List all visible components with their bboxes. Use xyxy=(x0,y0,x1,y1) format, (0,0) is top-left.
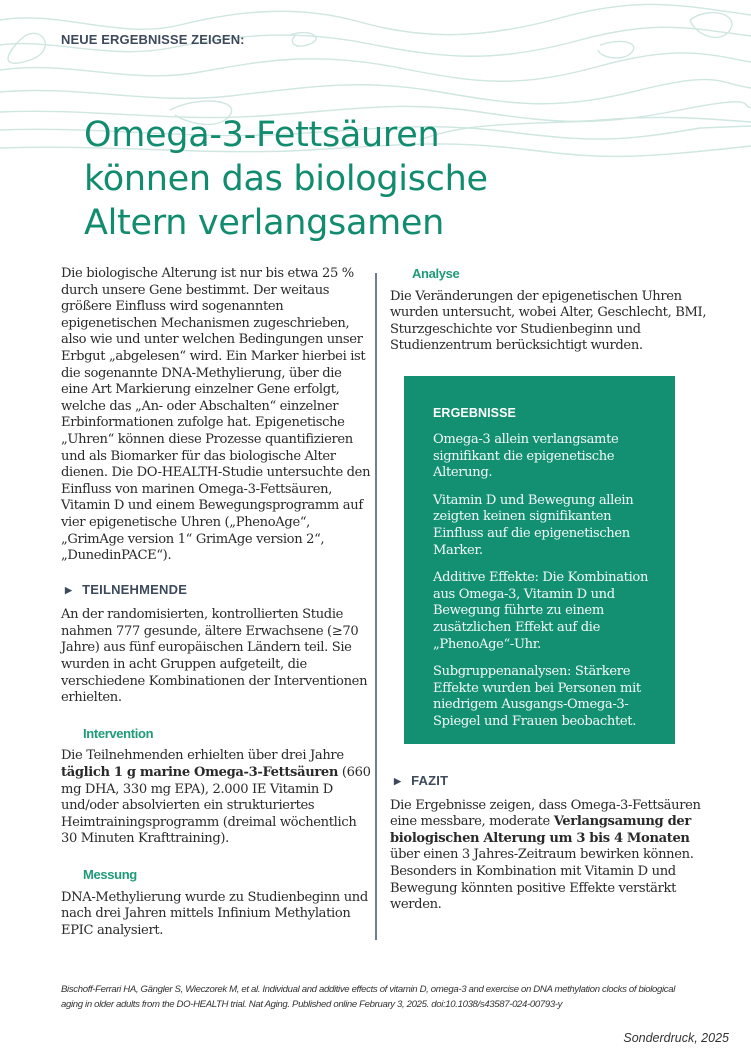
citation: Bischoff-Ferrari HA, Gängler S, Wieczorek M, et al. Individual and additive effects of vitamin D, omega-3 and exercise on DNA methylation clocks of biological aging in older adults from the DO-HEALTH trial. Nat Aging. Published online February 3, 2025. doi:10.1038/s43587-024-00793-y xyxy=(61,984,675,1010)
page-title xyxy=(84,113,488,245)
fazit-section xyxy=(390,773,720,914)
intervention-highlight: täglich 1 g marine Omega-3-Fettsäuren xyxy=(61,765,339,781)
fazit-paragraph xyxy=(390,798,720,914)
triangle-right-icon: ▶ xyxy=(65,584,73,595)
result-item: Subgruppenanalysen: Stärkere Effekte wurden bei Personen mit niedrigem Ausgangs-Omega-3-Spiegel und Frauen beobachtet. xyxy=(433,664,641,729)
section-heading-intervention: Intervention xyxy=(83,725,154,741)
section-heading-messung: Messung xyxy=(83,867,137,882)
section-heading-teilnehmende xyxy=(65,582,371,599)
analyse-paragraph: Die Veränderungen der epigenetischen Uhren wurden untersucht, wobei Alter, Geschlecht, BMI, Sturzgeschichte vor Studienbeginn und Studienzentrum berücksichtigt wurden. xyxy=(390,288,707,354)
title-line: Omega-3-Fettsäuren xyxy=(84,115,440,155)
title-line: Altern verlangsamen xyxy=(84,203,445,243)
intervention-paragraph xyxy=(61,748,371,848)
fazit-text: über einen 3 Jahres-Zeitraum bewirken können. Besonders in Kombination mit Vitamin D und Bewegung könnten positive Effekte verstärkt werden. xyxy=(390,847,694,913)
result-item: Additive Effekte: Die Kombination aus Omega-3, Vitamin D und Bewegung führte zu einem zusätzlichen Effekt auf die „PhenoAge“-Uhr. xyxy=(433,570,649,652)
column-divider xyxy=(375,273,377,940)
section-heading-fazit xyxy=(394,773,720,790)
fazit-highlight: Verlangsamung der biologischen Alterung um 3 bis 4 Monaten xyxy=(390,814,691,846)
results-box xyxy=(404,376,675,744)
intervention-text: (660 mg DHA, 330 mg EPA), 2.000 IE Vitamin D und/oder absolvierten ein strukturiertes Heimtrainingsprogramm (dreimal wöchentlich 30 Minuten Krafttraining). xyxy=(61,765,371,847)
section-heading-label: FAZIT xyxy=(411,773,449,788)
result-item: Vitamin D und Bewegung allein zeigten keinen signifikanten Einfluss auf die epigenetischen Marker. xyxy=(433,492,634,558)
section-heading-label: TEILNEHMENDE xyxy=(82,581,188,597)
messung-paragraph: DNA-Methylierung wurde zu Studienbeginn und nach drei Jahren mittels Infinium Methylation EPIC analysiert. xyxy=(61,889,368,938)
intervention-text: Die Teilnehmenden erhielten über drei Jahre xyxy=(61,748,344,764)
result-item: Omega-3 allein verlangsamte signifikant die epigenetische Alterung. xyxy=(433,432,619,481)
title-line: können das biologische xyxy=(84,159,488,199)
triangle-right-icon: ▶ xyxy=(394,776,402,786)
section-heading-analyse: Analyse xyxy=(412,266,460,281)
results-heading: ERGEBNISSE xyxy=(433,406,516,420)
left-column xyxy=(61,266,371,939)
teilnehmende-paragraph: An der randomisierten, kontrollierten Studie nahmen 777 gesunde, ältere Erwachsene (≥70 Jahre) aus fünf europäischen Ländern teil. Sie wurden in acht Gruppen aufgeteilt, die verschiedene Kombinationen der Interventionen erhielten. xyxy=(61,607,368,706)
footer-label: Sonderdruck, 2025 xyxy=(623,1031,729,1045)
intro-paragraph: Die biologische Alterung ist nur bis etwa 25 % durch unsere Gene bestimmt. Der weitaus größere Einfluss wird sogenannten epigenetischen Mechanismen zugeschrieben, also wie und unter welchen Bedingungen unser Erbgut „abgelesen“ wird. Ein Marker hierbei ist die sogenannte DNA-Methylierung, über die eine Art Markierung einzelner Gene erfolgt, welche das „An- oder Abschalten“ einzelner Erbinformationen zufolge hat. Epigenetische „Uhren“ können diese Prozesse quantifizieren und als Biomarker für das biologische Alter dienen. Die DO-HEALTH-Studie untersuchte den Einfluss von marinen Omega-3-Fettsäuren, Vitamin D und einem Bewegungsprogramm auf vier epigenetische Uhren („PhenoAge“, „GrimAge version 1“ GrimAge version 2“, „DunedinPACE“). xyxy=(61,266,371,564)
fazit-text: Die Ergebnisse zeigen, dass Omega-3-Fettsäuren eine messbare, moderate xyxy=(390,797,701,830)
right-column xyxy=(390,266,720,355)
kicker-label: NEUE ERGEBNISSE ZEIGEN: xyxy=(61,32,245,47)
